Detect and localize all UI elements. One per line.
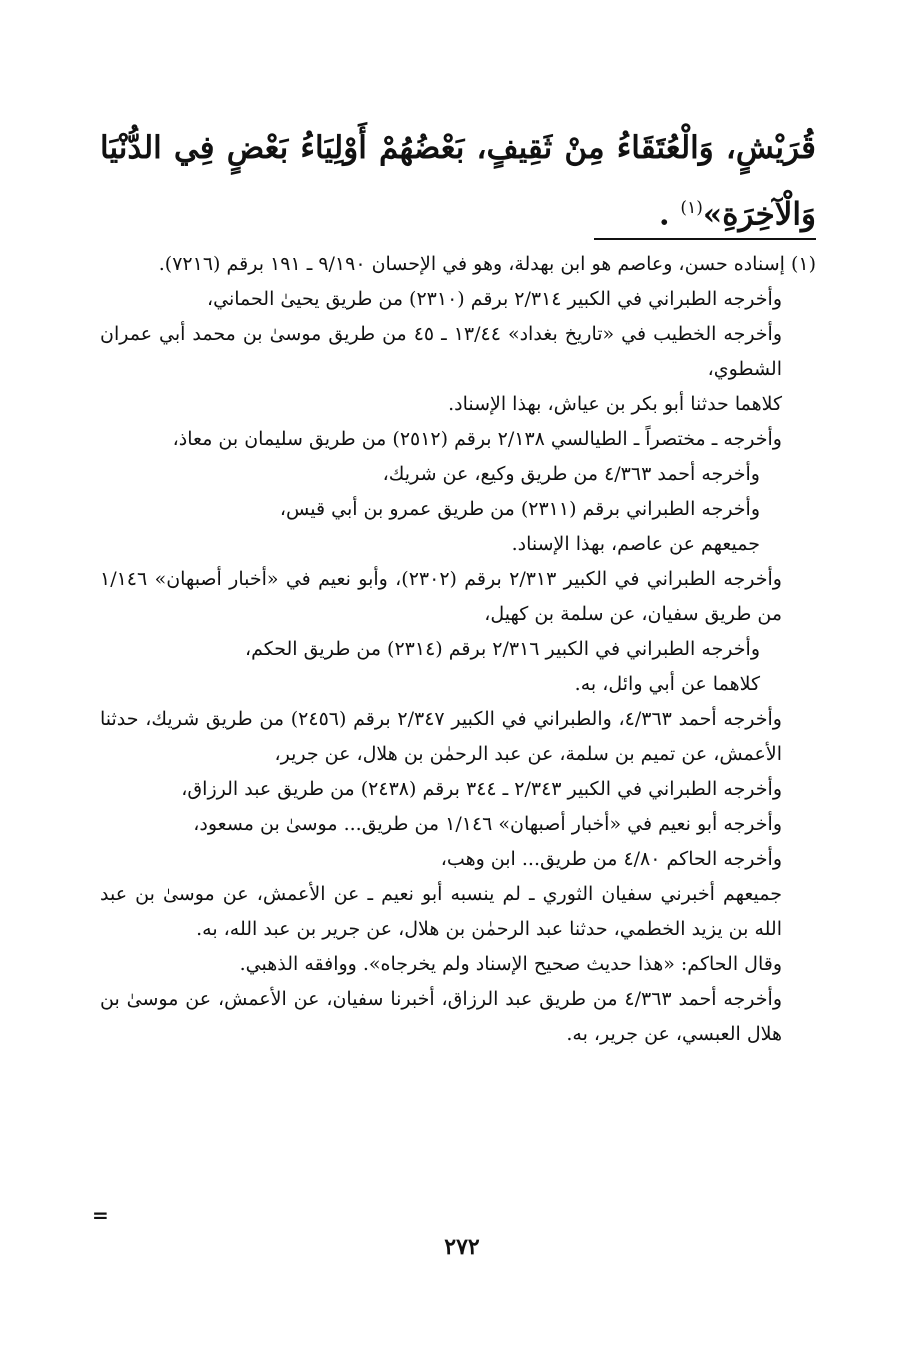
- footnote-line: وأخرجه الطبراني في الكبير ٢/٣١٦ برقم (٢٣١٤) من طريق الحكم،: [244, 638, 760, 660]
- footnote-line: وأخرجه أحمد ٤/٣٦٣، والطبراني في الكبير ٢/٣٤٧ برقم (٢٤٥٦) من طريق شريك، حدثنا الأعمش، عن تميم بن سلمة، عن عبد الرحمٰن بن هلال، عن جرير،: [100, 708, 782, 765]
- footnote-line: وقال الحاكم: «هذا حديث صحيح الإسناد ولم يخرجاه». ووافقه الذهبي.: [239, 953, 782, 975]
- hadith-body: قُرَيْشٍ، وَالْعُتَقَاءُ مِنْ ثَقِيفٍ، بَعْضُهُمْ أَوْلِيَاءُ بَعْضٍ فِي الدُّنْيَا وَالْآخِرَةِ»: [100, 130, 816, 233]
- footnote-line: وأخرجه الطبراني في الكبير ٢/٣١٣ برقم (٢٣٠٢)، وأبو نعيم في «أخبار أصبهان» ١/١٤٦ من طريق سفيان، عن سلمة بن كهيل،: [100, 568, 782, 625]
- footnote-line: وأخرجه ـ مختصراً ـ الطيالسي ٢/١٣٨ برقم (٢٥١٢) من طريق سليمان بن معاذ،: [172, 428, 782, 450]
- footnote-line: وأخرجه الحاكم ٤/٨٠ من طريق... ابن وهب،: [440, 848, 782, 870]
- footnote-line: وأخرجه الطبراني في الكبير ٢/٣١٤ برقم (٢٣١٠) من طريق يحيىٰ الحماني،: [207, 288, 782, 310]
- main-text-block: [100, 118, 816, 244]
- footnote-line: وأخرجه أحمد ٤/٣٦٣ من طريق عبد الرزاق، أخبرنا سفيان، عن الأعمش، عن موسىٰ بن هلال العبسي، عن جرير، به.: [100, 988, 782, 1045]
- hadith-end: .: [658, 196, 681, 233]
- continuation-mark: =: [92, 1203, 109, 1227]
- footnote-line: وأخرجه الطبراني في الكبير ٢/٣٤٣ ـ ٣٤٤ برقم (٢٤٣٨) من طريق عبد الرزاق،: [181, 778, 782, 800]
- footnote-line: وأخرجه الطبراني برقم (٢٣١١) من طريق عمرو بن أبي قيس،: [279, 498, 760, 520]
- footnote-separator: [594, 238, 816, 240]
- footnote-line: جميعهم أخبرني سفيان الثوري ـ لم ينسبه أبو نعيم ـ عن الأعمش، عن موسىٰ بن عبد الله بن يزيد الخطمي، حدثنا عبد الرحمٰن بن هلال، عن جرير بن عبد الله، به.: [100, 883, 782, 940]
- page-number: ٢٧٢: [444, 1234, 480, 1260]
- footnote-line: وأخرجه أحمد ٤/٣٦٣ من طريق وكيع، عن شريك،: [382, 463, 760, 485]
- footnote-line: كلاهما عن أبي وائل، به.: [574, 673, 760, 695]
- footnote-line: كلاهما حدثنا أبو بكر بن عياش، بهذا الإسناد.: [448, 393, 782, 415]
- footnote-line: وأخرجه الخطيب في «تاريخ بغداد» ١٣/٤٤ ـ ٤٥ من طريق موسىٰ بن محمد أبي عمران الشطوي،: [100, 323, 783, 380]
- hadith-text: [100, 118, 816, 244]
- footnote-line: وأخرجه أبو نعيم في «أخبار أصبهان» ١/١٤٦ من طريق... موسىٰ بن مسعود،: [193, 813, 782, 835]
- footnote-line: (١) إسناده حسن، وعاصم هو ابن بهدلة، وهو في الإحسان ٩/١٩٠ ـ ١٩١ برقم (٧٢١٦).: [158, 253, 816, 275]
- footnote-reference: (١): [680, 198, 703, 218]
- footnote-line: جميعهم عن عاصم، بهذا الإسناد.: [511, 533, 760, 555]
- footnotes: [100, 247, 816, 1052]
